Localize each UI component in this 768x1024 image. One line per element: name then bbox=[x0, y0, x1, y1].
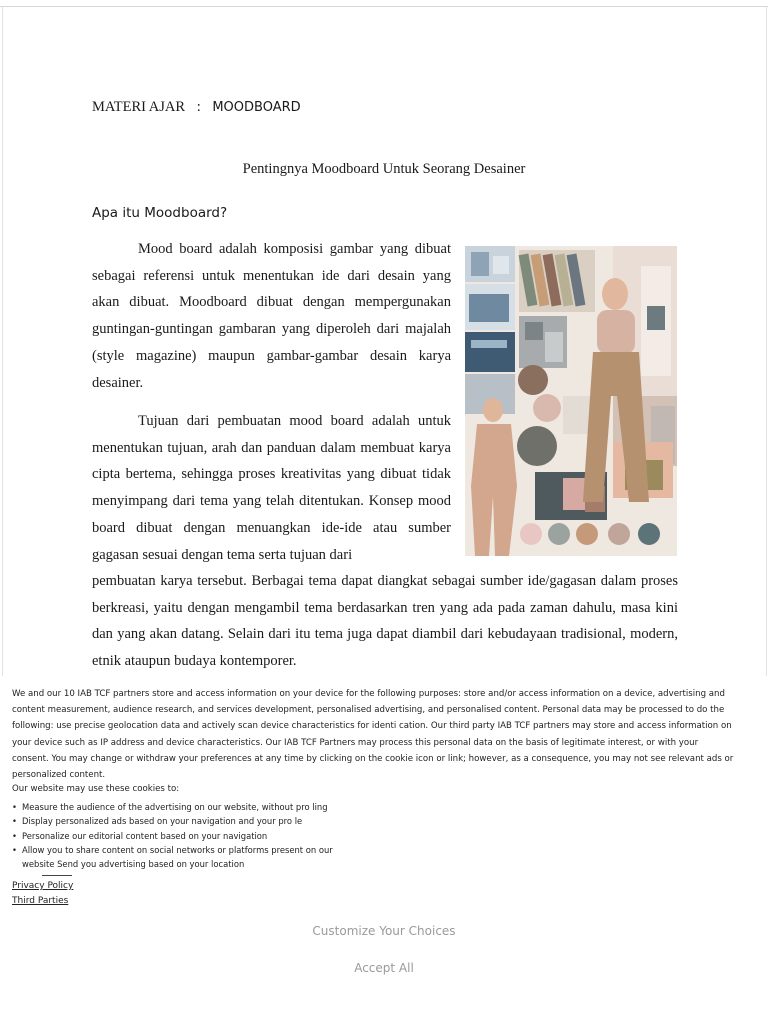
paragraph-1: Mood board adalah komposisi gambar yang dibuat sebagai referensi untuk menentukan ide dari desain yang akan dibuat. Moodboard dibuat dengan mempergunakan guntingan-guntingan gambaran yang diperoleh dari majalah (style magazine) maupun gambar-gambar desain karya desainer. bbox=[92, 241, 451, 391]
cookie-purpose-list bbox=[12, 800, 333, 871]
paragraph-2: Tujuan dari pembuatan mood board adalah untuk menentukan tujuan, arah dan panduan dalam membuat karya cipta bertema, sehingga proses kreativitas yang dibuat tidak menyimpang dari tema yang telah ditentukan. Konsep mood board dibuat dengan menuangkan ide-ide atau sumber gagasan sesuai dengan tema serta tujuan dari bbox=[92, 413, 451, 563]
bullet-icon: • bbox=[12, 844, 17, 855]
cookie-divider bbox=[42, 875, 72, 876]
list-item: • Display personalized ads based on your navigation and your pro le bbox=[12, 814, 333, 828]
third-parties-link[interactable]: Third Parties bbox=[12, 896, 69, 906]
page-top-border bbox=[0, 6, 768, 7]
cookie-intro-text: We and our 10 IAB TCF partners store and access information on your device for the following purposes: store and/or access information on a device, advertising and content measurement, audience research, and services development, personalised advertising, and personalised content. Personal data may be processed to do the following: use precise geolocation data and actively scan device characteristics for identi cation. Our third party IAB TCF partners may store and access information on your device such as IP address and device characteristics. Our IAB TCF Partners may process this personal data on the basis of legitimate interest, or with your consent. You may change or withdraw your preferences at any time by clicking on the cookie icon or link; however, as a consequence, you may not see relevant ads or personalized content. bbox=[12, 689, 734, 781]
materi-separator: : bbox=[196, 99, 201, 115]
section-heading: Apa itu Moodboard? bbox=[92, 205, 228, 221]
cookie-consent-banner bbox=[0, 676, 768, 1024]
list-item-continuation: website Send you advertising based on your location bbox=[22, 859, 245, 870]
accept-all-button[interactable]: Accept All bbox=[354, 961, 414, 975]
document-title: Pentingnya Moodboard Untuk Seorang Desainer bbox=[242, 161, 526, 177]
materi-label: MATERI AJAR bbox=[92, 99, 186, 115]
list-item: • Allow you to share content on social networks or platforms present on our bbox=[12, 843, 333, 857]
cookie-uses-label: Our website may use these cookies to: bbox=[12, 784, 180, 794]
paragraph-3: pembuatan karya tersebut. Berbagai tema dapat diangkat sebagai sumber ide/gagasan dalam proses berkreasi, yaitu dengan mengambil tema berdasarkan tren yang ada pada zaman dahulu, masa kini dan yang akan datang. Selain dari itu tema juga dapat diambil dari kebudayaan tradisional, modern, etnik ataupun budaya kontemporer. bbox=[92, 573, 678, 670]
list-item: • Personalize our editorial content based on your navigation bbox=[12, 829, 333, 843]
bullet-icon: • bbox=[12, 802, 17, 812]
page-left-border bbox=[2, 6, 3, 676]
customize-choices-button[interactable]: Customize Your Choices bbox=[312, 924, 456, 938]
bullet-icon: • bbox=[12, 816, 17, 827]
privacy-policy-link[interactable]: Privacy Policy bbox=[12, 881, 74, 891]
list-item: • Measure the audience of the advertising on our website, without pro ling bbox=[12, 800, 333, 814]
materi-header bbox=[92, 99, 301, 116]
page-right-border bbox=[766, 6, 767, 676]
moodboard-image bbox=[465, 246, 677, 556]
materi-topic: MOODBOARD bbox=[212, 100, 301, 115]
bullet-icon: • bbox=[12, 830, 17, 841]
